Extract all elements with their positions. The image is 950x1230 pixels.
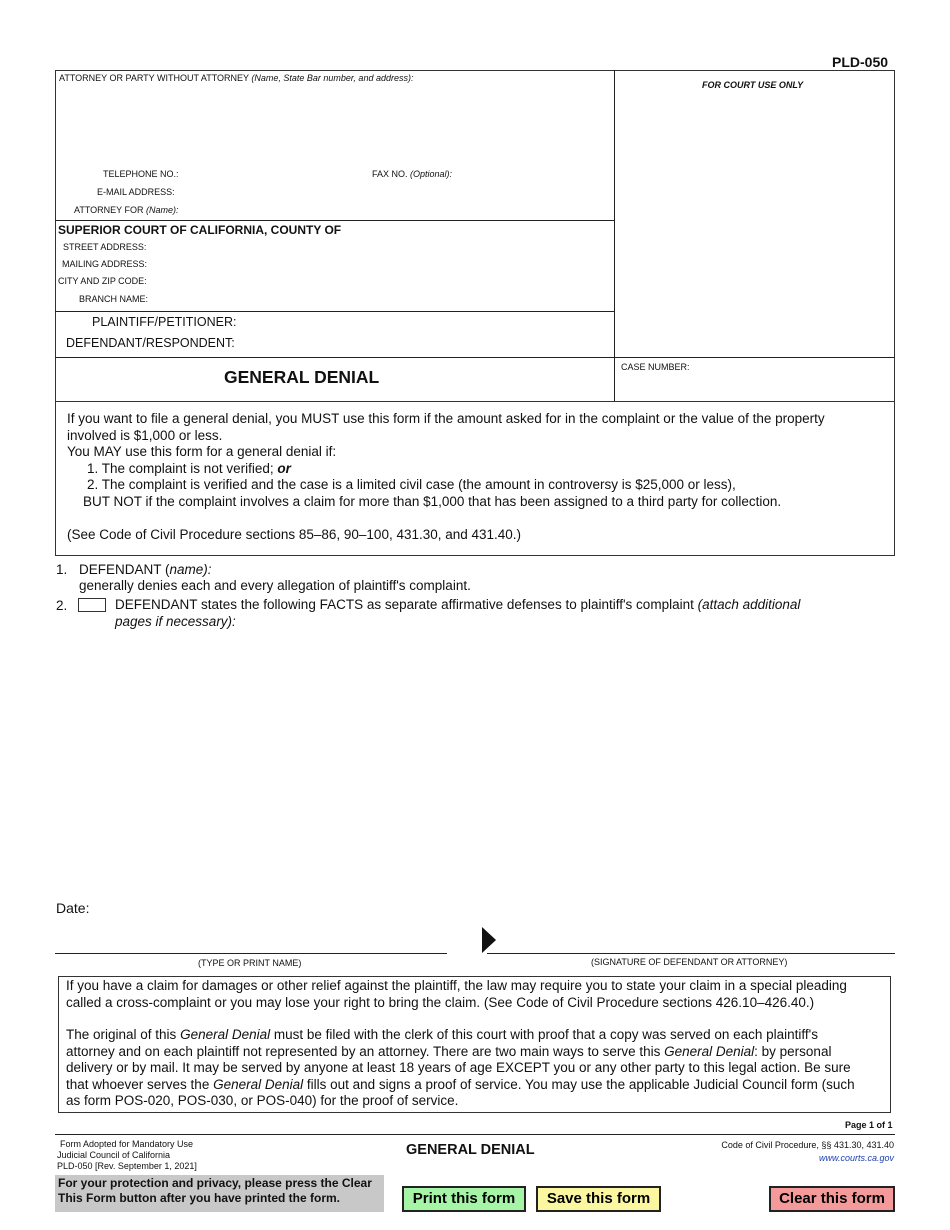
court-bottom-line xyxy=(55,311,614,312)
footer-title: GENERAL DENIAL xyxy=(406,1142,535,1158)
notice-p2-l2b: : by personal xyxy=(754,1043,832,1059)
item1-label-text: DEFENDANT ( xyxy=(79,562,170,577)
signature-label: (SIGNATURE OF DEFENDANT OR ATTORNEY) xyxy=(591,957,788,967)
notice-p2-l1a: The original of this xyxy=(66,1027,181,1042)
case-number-label: CASE NUMBER: xyxy=(621,362,690,372)
instructions-item1-text: 1. The complaint is not verified; xyxy=(87,460,274,476)
form-adopted xyxy=(57,1139,197,1172)
item1-label xyxy=(79,562,212,579)
attorney-header-label: ATTORNEY OR PARTY WITHOUT ATTORNEY xyxy=(59,73,249,83)
instructions-but-not: BUT NOT if the complaint involves a claim for more than $1,000 that has been assigned to a third party for collection. xyxy=(83,493,782,509)
parties-bottom-line xyxy=(55,357,895,358)
notice-p2-l1b: must be filed with the clerk of this court with proof that a copy was served on each plaintiff's xyxy=(270,1027,818,1042)
attorney-for-text: ATTORNEY FOR xyxy=(74,205,144,215)
clear-form-button[interactable]: Clear this form xyxy=(769,1186,895,1212)
form-title: GENERAL DENIAL xyxy=(224,367,380,387)
attorney-for-label xyxy=(74,205,179,215)
print-form-button[interactable]: Print this form xyxy=(402,1186,526,1212)
attorney-bottom-line xyxy=(55,220,614,221)
notice-spacer xyxy=(66,1011,888,1027)
privacy-line1: For your protection and privacy, please press the Clear xyxy=(58,1176,372,1190)
instructions-text xyxy=(67,411,887,544)
item2-text-main: DEFENDANT states the following FACTS as separate affirmative defenses to plaintiff's complaint xyxy=(115,597,694,612)
fax-label xyxy=(372,169,452,179)
footer-line xyxy=(55,1134,895,1135)
form-id: PLD-050 xyxy=(832,54,889,70)
instructions-item1-or: or xyxy=(277,460,291,476)
affirmative-defenses-checkbox[interactable] xyxy=(78,598,106,612)
notice-p2-l2-it: General Denial xyxy=(664,1043,755,1059)
notice-p2-line2 xyxy=(66,1044,888,1061)
privacy-line2: This Form button after you have printed the form. xyxy=(58,1191,341,1205)
city-zip-label: CITY AND ZIP CODE: xyxy=(58,276,147,286)
save-form-button[interactable]: Save this form xyxy=(536,1186,661,1212)
branch-name-input[interactable] xyxy=(155,290,609,308)
notice-text xyxy=(66,978,888,1110)
email-label: E-MAIL ADDRESS: xyxy=(97,187,175,197)
instructions-spacer xyxy=(67,510,887,527)
notice-p1-line2: called a cross-complaint or you may lose your right to bring the claim. (See Code of Civil Procedure sections 426.10–426.40.) xyxy=(66,994,815,1010)
mailing-address-input[interactable] xyxy=(155,255,609,273)
notice-p2-line4 xyxy=(66,1077,888,1094)
plaintiff-label: PLAINTIFF/PETITIONER: xyxy=(92,315,237,329)
form-adopted-line2: Judicial Council of California xyxy=(57,1150,171,1160)
telephone-label: TELEPHONE NO.: xyxy=(103,169,179,179)
type-print-name-input[interactable] xyxy=(60,932,448,952)
notice-p2-line3: delivery or by mail. It may be served by anyone at least 18 years of age EXCEPT you or any other party to this legal action. Be sure xyxy=(66,1060,851,1075)
attorney-header xyxy=(59,73,413,83)
city-zip-input[interactable] xyxy=(155,272,609,290)
instructions-line2: involved is $1,000 or less. xyxy=(67,427,223,443)
name-line xyxy=(55,953,447,954)
court-title: SUPERIOR COURT OF CALIFORNIA, COUNTY OF xyxy=(58,223,342,237)
mailing-address-label: MAILING ADDRESS: xyxy=(62,259,148,269)
header-divider xyxy=(614,70,615,402)
item2-note1: (attach additional xyxy=(697,597,801,612)
notice-p1-line1: If you have a claim for damages or other relief against the plaintiff, the law may require you to state your claim in a special pleading xyxy=(66,978,847,993)
privacy-notice xyxy=(55,1175,384,1212)
attorney-for-note: (Name): xyxy=(146,205,179,215)
notice-p2-l1-it: General Denial xyxy=(180,1027,271,1042)
fax-label-note: (Optional): xyxy=(410,169,453,179)
defendant-label: DEFENDANT/RESPONDENT: xyxy=(66,336,235,350)
fax-label-text: FAX NO. xyxy=(372,169,408,179)
instructions-line3: You MAY use this form for a general denial if: xyxy=(67,444,337,459)
instructions-item2: 2. The complaint is verified and the case is a limited civil case (the amount in controversy is $25,000 or less), xyxy=(87,477,736,492)
notice-p2-line5: as form POS-020, POS-030, or POS-040) for the proof of service. xyxy=(66,1093,459,1108)
plaintiff-input[interactable] xyxy=(240,313,609,333)
form-adopted-line2-wrap xyxy=(57,1150,197,1161)
notice-p2-l4-it: General Denial xyxy=(213,1076,304,1092)
footer-website-link[interactable]: www.courts.ca.gov xyxy=(818,1153,894,1163)
type-print-name-label: (TYPE OR PRINT NAME) xyxy=(198,958,302,968)
notice-p2-l4b: fills out and signs a proof of service. You may use the applicable Judicial Council form (such xyxy=(303,1076,855,1092)
item2-text xyxy=(115,597,875,630)
form-adopted-line1: Form Adopted for Mandatory Use xyxy=(60,1139,194,1149)
footer-code xyxy=(721,1139,894,1165)
item2-number: 2. xyxy=(56,598,68,613)
notice-p2-line1 xyxy=(66,1027,888,1044)
attorney-for-input[interactable] xyxy=(186,201,610,219)
instructions-line1: If you want to file a general denial, you MUST use this form if the amount asked for in the complaint or the value of the property xyxy=(67,411,825,426)
court-use-label: FOR COURT USE ONLY xyxy=(702,80,804,90)
fax-input[interactable] xyxy=(458,165,612,183)
date-input[interactable] xyxy=(96,899,350,919)
signature-line xyxy=(487,953,895,954)
instructions-see-code: (See Code of Civil Procedure sections 85–86, 90–100, 431.30, and 431.40.) xyxy=(67,527,522,542)
item2-note2: pages if necessary): xyxy=(115,613,236,629)
item1-text: generally denies each and every allegation of plaintiff's complaint. xyxy=(79,578,471,593)
attorney-header-note: (Name, State Bar number, and address): xyxy=(251,73,414,83)
page-number: Page 1 of 1 xyxy=(845,1120,893,1130)
attorney-name-address-input[interactable] xyxy=(60,86,612,168)
telephone-input[interactable] xyxy=(186,165,370,183)
street-address-label: STREET ADDRESS: xyxy=(63,242,147,252)
case-number-input[interactable] xyxy=(621,376,893,398)
defendant-input[interactable] xyxy=(240,334,609,354)
date-label: Date: xyxy=(56,900,90,916)
footer-code-text: Code of Civil Procedure, §§ 431.30, 431.40 xyxy=(721,1140,894,1150)
branch-name-label: BRANCH NAME: xyxy=(79,294,149,304)
item1-number: 1. xyxy=(56,562,68,577)
email-input[interactable] xyxy=(182,183,606,201)
form-adopted-line3: PLD-050 [Rev. September 1, 2021] xyxy=(57,1161,197,1171)
item1-label-name: name): xyxy=(169,562,212,577)
instructions-item1 xyxy=(67,461,887,478)
street-address-input[interactable] xyxy=(155,238,609,256)
notice-p2-l4a: that whoever serves the xyxy=(66,1076,214,1092)
signature-arrow-icon xyxy=(482,927,496,953)
affirmative-defenses-input[interactable] xyxy=(115,634,889,893)
notice-p2-l2a: attorney and on each plaintiff not represented by an attorney. There are two main ways to serve this xyxy=(66,1043,665,1059)
